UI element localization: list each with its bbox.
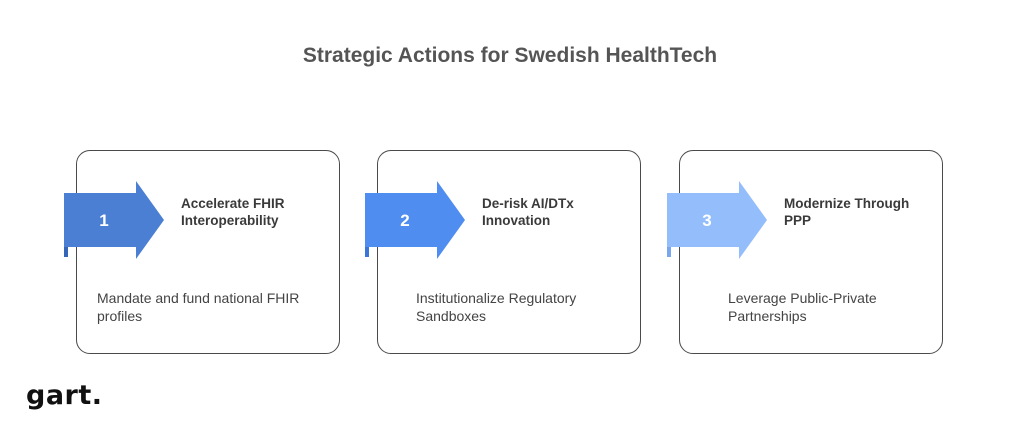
step-desc-1-line2: profiles bbox=[97, 308, 143, 324]
step-desc-3-line2: Partnerships bbox=[728, 308, 807, 324]
step-desc-2-line2: Sandboxes bbox=[416, 308, 487, 324]
step-heading-3 bbox=[784, 195, 934, 229]
step-heading-2-line1: De-risk AI/DTx bbox=[482, 196, 574, 211]
step-number-1: 1 bbox=[99, 211, 109, 230]
page-title: Strategic Actions for Swedish HealthTech bbox=[302, 44, 718, 67]
step-heading-3-line2: PPP bbox=[784, 213, 812, 228]
step-arrow-3 bbox=[667, 181, 767, 261]
step-desc-3 bbox=[728, 289, 968, 325]
step-heading-2 bbox=[482, 195, 632, 229]
step-desc-2 bbox=[416, 289, 656, 325]
step-desc-2-line1: Institutionalize Regulatory bbox=[416, 290, 577, 306]
step-number-2: 2 bbox=[400, 211, 410, 230]
step-heading-2-line2: Innovation bbox=[482, 213, 551, 228]
step-desc-1-line1: Mandate and fund national FHIR bbox=[97, 290, 300, 306]
step-heading-1 bbox=[181, 195, 331, 229]
brand-logo: gart. bbox=[26, 380, 103, 411]
step-desc-1 bbox=[97, 289, 337, 325]
step-desc-3-line1: Leverage Public-Private bbox=[728, 290, 877, 306]
step-heading-1-line2: Interoperability bbox=[181, 213, 279, 228]
step-arrow-1 bbox=[64, 181, 164, 261]
step-arrow-2 bbox=[365, 181, 465, 261]
step-heading-3-line1: Modernize Through bbox=[784, 196, 910, 211]
step-heading-1-line1: Accelerate FHIR bbox=[181, 196, 285, 211]
step-number-3: 3 bbox=[702, 211, 712, 230]
